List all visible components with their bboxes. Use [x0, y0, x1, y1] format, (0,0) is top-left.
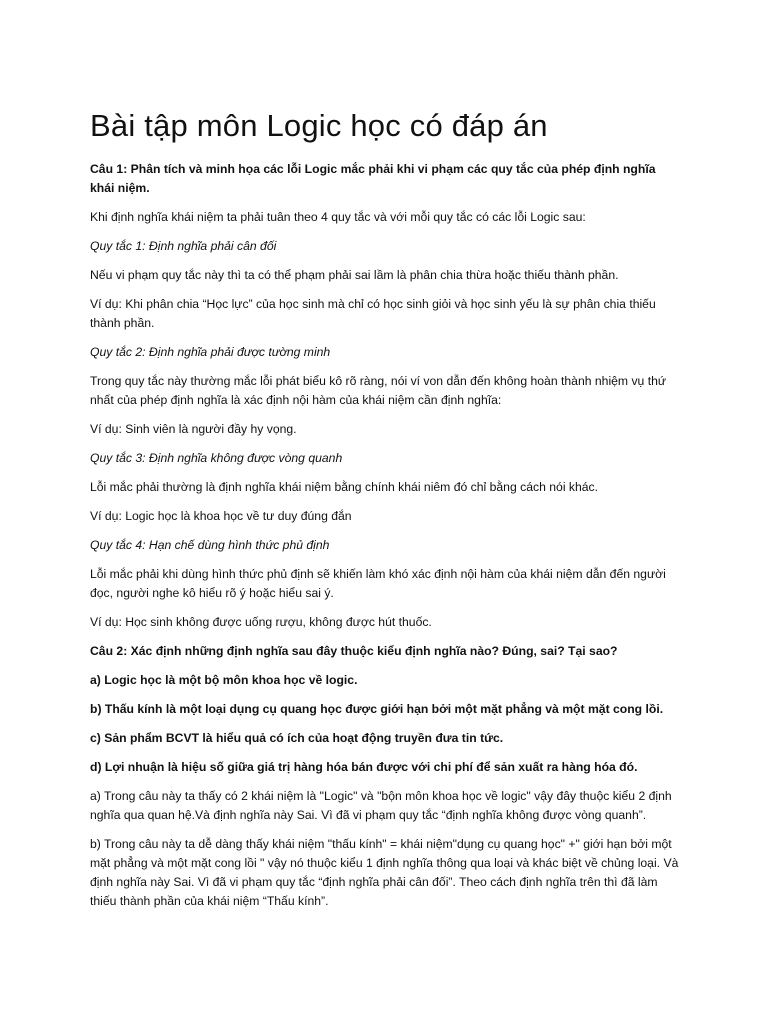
paragraph-question-1: Câu 1: Phân tích và minh họa các lỗi Logic mắc phải khi vi phạm các quy tắc của phép định nghĩa khái niệm. [90, 162, 656, 195]
rule-heading: Quy tắc 4: Hạn chế dùng hình thức phủ định [90, 538, 330, 552]
document-page [90, 104, 680, 921]
definition-item-c: c) Sản phẩm BCVT là hiểu quả có ích của hoạt động truyền đưa tin tức. [90, 731, 504, 745]
example-paragraph: Ví dụ: Khi phân chia “Học lực” của học sinh mà chỉ có học sinh giỏi và học sinh yếu là sự phân chia thiếu thành phần. [90, 297, 656, 330]
paragraph: Trong quy tắc này thường mắc lỗi phát biểu kô rõ ràng, nói ví von dẫn đến không hoàn thành nhiệm vụ thứ nhất của phép định nghĩa là xác định nội hàm của khái niệm cần định nghĩa: [90, 374, 667, 407]
rule-heading: Quy tắc 1: Định nghĩa phải cân đối [90, 239, 277, 253]
example-paragraph: Ví dụ: Sinh viên là người đầy hy vọng. [90, 422, 297, 436]
answer-b: b) Trong câu này ta dễ dàng thấy khái niệm "thấu kính" = khái niệm"dụng cụ quang học" +" giới hạn bởi một mặt phẳng và một mặt cong lồi " vậy nó thuộc kiểu 1 định nghĩa thông qua loại và khác biệt về chủng loại. Và định nghĩa này Sai. Vì đã vi phạm quy tắc “định nghĩa phải cân đối”. Theo cách định nghĩa trên thì đã làm thiếu thành phần của khái niệm “Thấu kính”. [90, 837, 679, 908]
paragraph: Lỗi mắc phải khi dùng hình thức phủ định sẽ khiến làm khó xác định nội hàm của khái niệm dẫn đến người đọc, người nghe kô hiểu rõ ý hoặc hiểu sai ý. [90, 567, 666, 600]
answer-a: a) Trong câu này ta thấy có 2 khái niệm là "Logic" và "bộn môn khoa học về logic" vậy đây thuộc kiểu 2 định nghĩa qua quan hệ.Và định nghĩa này Sai. Vì đã vi phạm quy tắc “định nghĩa không được vòng quanh”. [90, 789, 672, 822]
example-paragraph: Ví dụ: Logic học là khoa học về tư duy đúng đắn [90, 509, 352, 523]
rule-heading: Quy tắc 3: Định nghĩa không được vòng quanh [90, 451, 343, 465]
example-paragraph: Ví dụ: Học sinh không được uống rượu, không được hút thuốc. [90, 615, 432, 629]
rule-heading: Quy tắc 2: Định nghĩa phải được tường minh [90, 345, 331, 359]
definition-item-b: b) Thấu kính là một loại dụng cụ quang học được giới hạn bởi một mặt phẳng và một mặt cong lồi. [90, 702, 664, 716]
definition-item-d: d) Lợi nhuận là hiệu số giữa giá trị hàng hóa bán được với chi phí để sản xuất ra hàng hóa đó. [90, 760, 638, 774]
paragraph: Nếu vi phạm quy tắc này thì ta có thể phạm phải sai lầm là phân chia thừa hoặc thiếu thành phần. [90, 268, 619, 282]
paragraph-question-2: Câu 2: Xác định những định nghĩa sau đây thuộc kiểu định nghĩa nào? Đúng, sai? Tại sao? [90, 644, 618, 658]
paragraph: Lỗi mắc phải thường là định nghĩa khái niệm bằng chính khái niêm đó chỉ bằng cách nói khác. [90, 480, 599, 494]
definition-item-a: a) Logic học là một bộ môn khoa học về logic. [90, 673, 358, 687]
document-title: Bài tập môn Logic học có đáp án [90, 108, 548, 143]
paragraph: Khi định nghĩa khái niệm ta phải tuân theo 4 quy tắc và với mỗi quy tắc có các lỗi Logic sau: [90, 210, 586, 224]
